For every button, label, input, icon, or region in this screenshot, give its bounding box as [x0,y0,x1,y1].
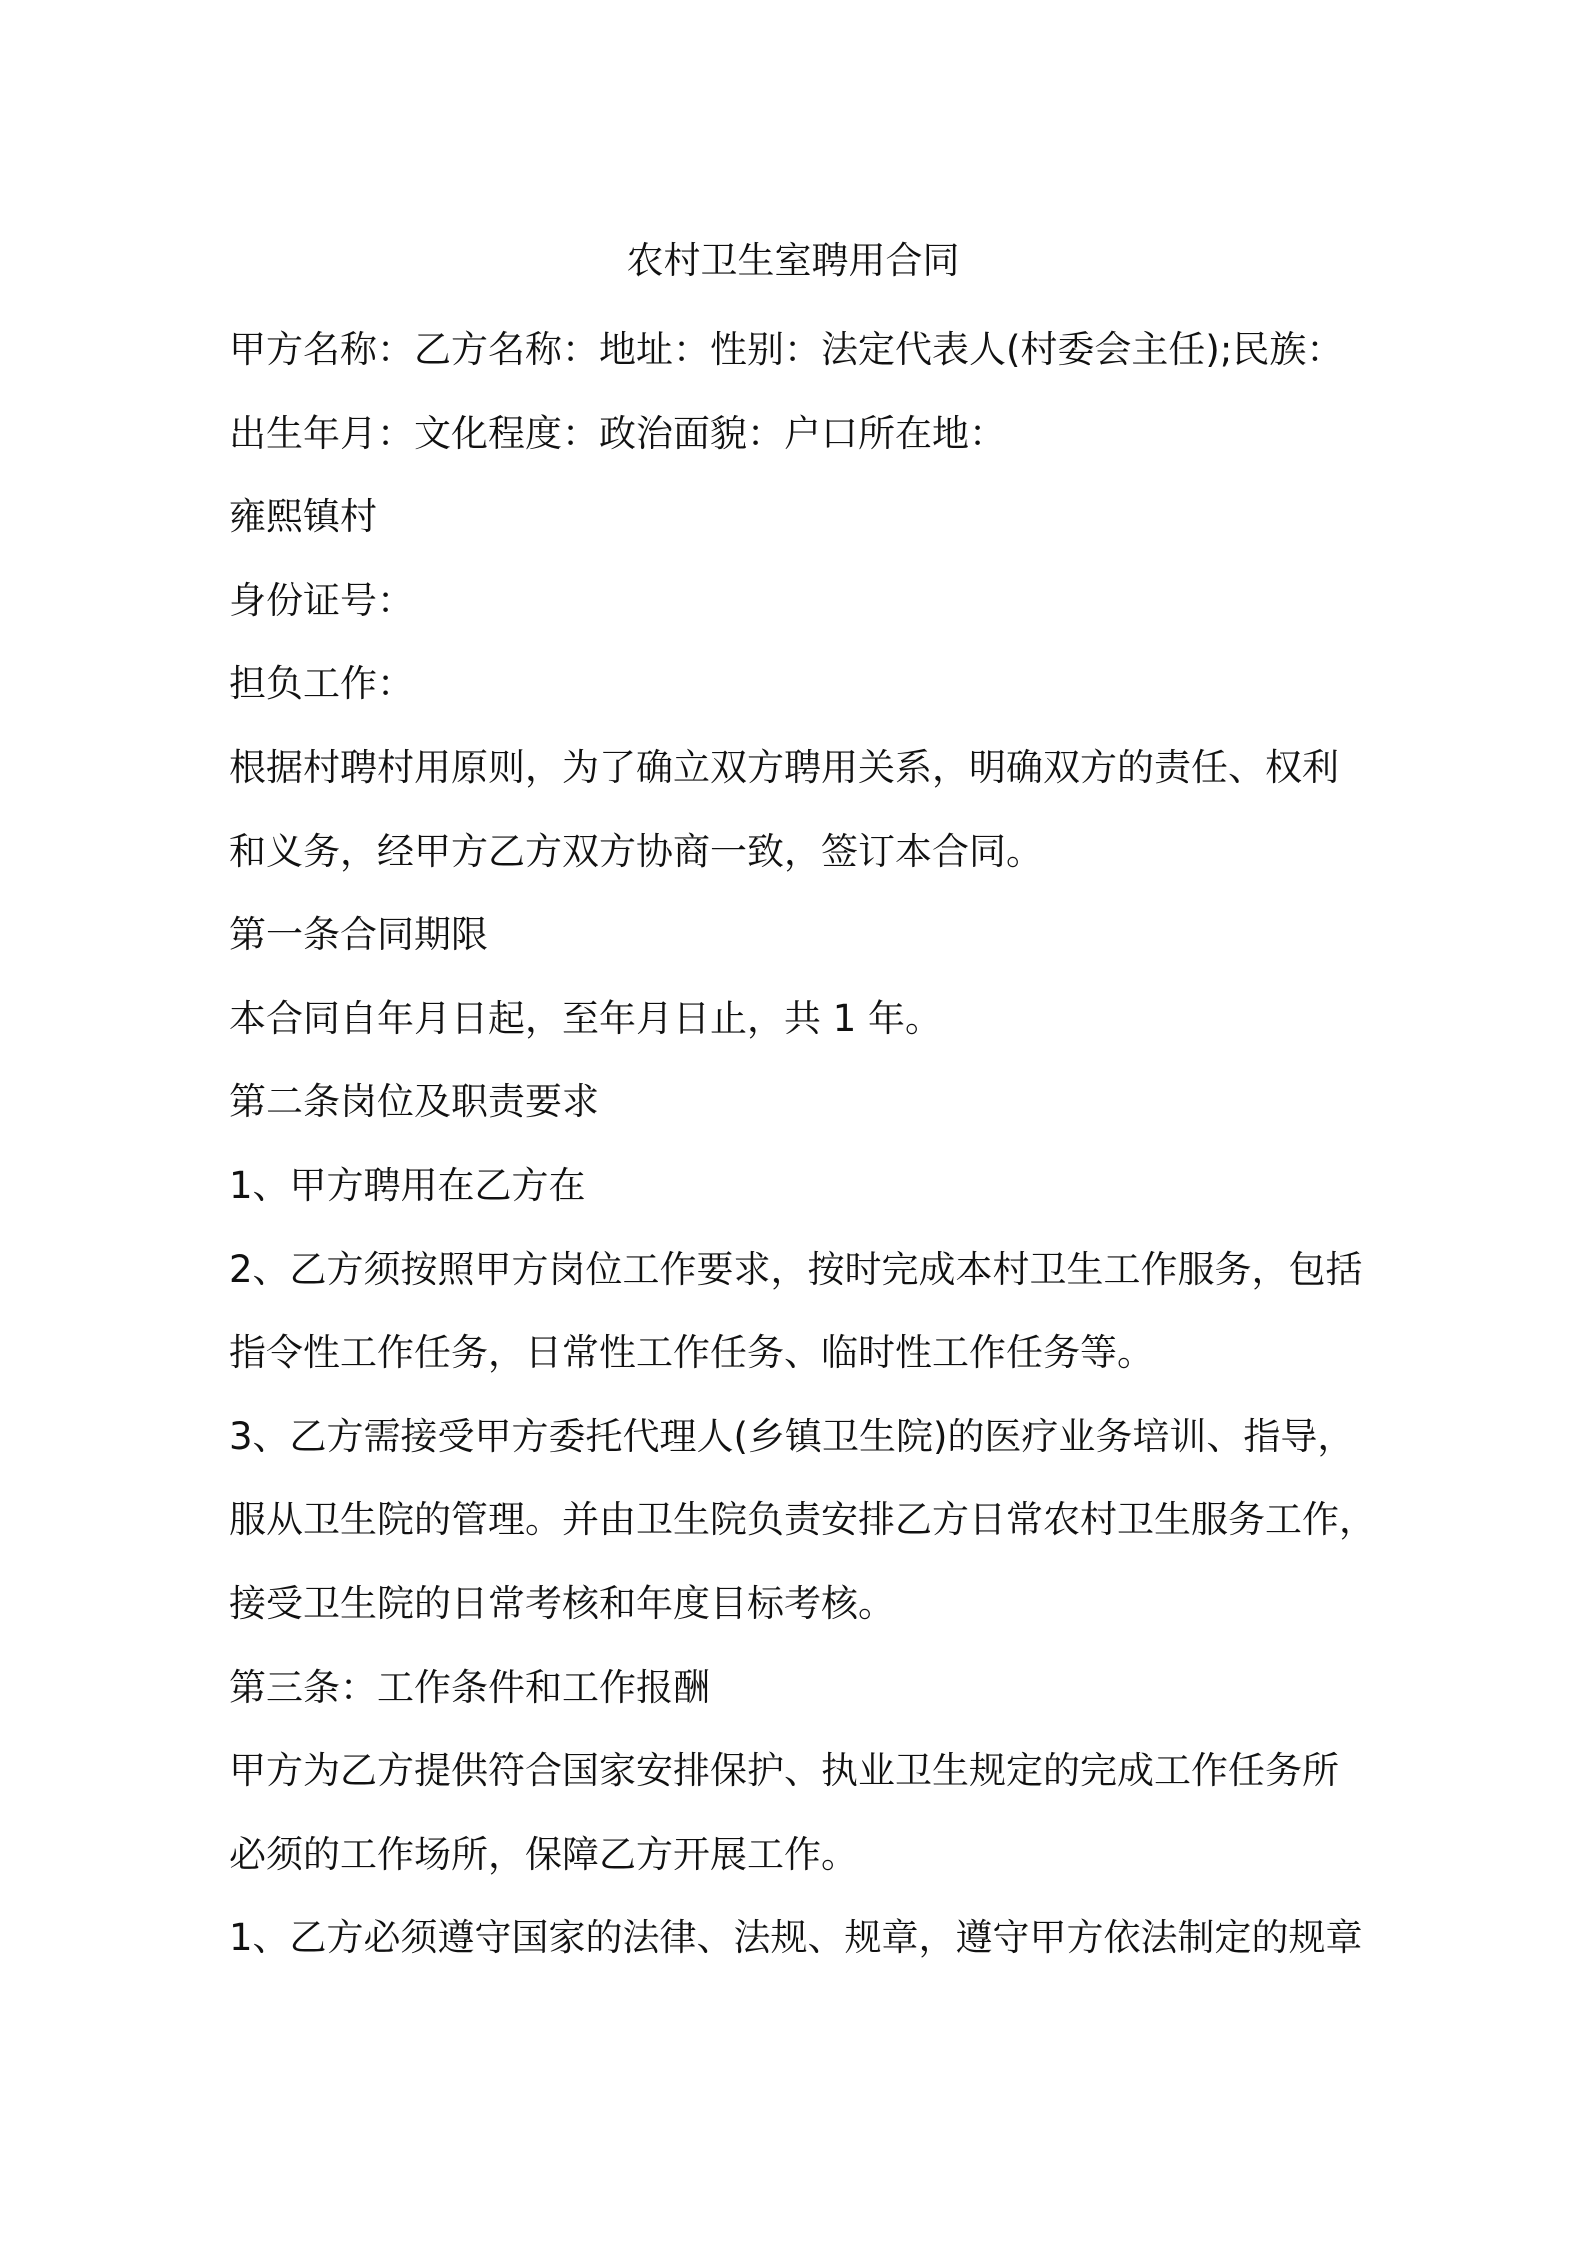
text-line: 担负工作： [229,662,414,706]
section-heading: 第二条岗位及职责要求 [229,1080,599,1124]
text-line: 出生年月：文化程度：政治面貌：户口所在地： [229,411,1006,455]
document-title: 农村卫生室聘用合同 [626,239,960,282]
text-line: 身份证号： [229,578,414,622]
section-heading: 第三条：工作条件和工作报酬 [229,1665,710,1709]
text-line: 服从卫生院的管理。并由卫生院负责安排乙方日常农村卫生服务工作， [229,1498,1376,1542]
section-heading: 第一条合同期限 [229,913,488,957]
text-line: 甲方为乙方提供符合国家安排保护、执业卫生规定的完成工作任务所 [229,1749,1339,1793]
text-line: 1、乙方必须遵守国家的法律、法规、规章，遵守甲方依法制定的规章 [229,1916,1363,1960]
text-line: 1、甲方聘用在乙方在 [229,1163,586,1207]
text-line: 和义务，经甲方乙方双方协商一致，签订本合同。 [229,829,1043,873]
text-line: 接受卫生院的日常考核和年度目标考核。 [229,1581,895,1625]
text-line: 3、乙方需接受甲方委托代理人(乡镇卫生院)的医疗业务培训、指导， [229,1414,1355,1458]
text-line: 根据村聘村用原则，为了确立双方聘用关系，明确双方的责任、权利 [229,745,1339,789]
text-line: 指令性工作任务，日常性工作任务、临时性工作任务等。 [229,1331,1154,1375]
text-line: 甲方名称：乙方名称：地址：性别：法定代表人(村委会主任);民族： [229,328,1344,371]
text-line: 2、乙方须按照甲方岗位工作要求，按时完成本村卫生工作服务，包括 [229,1247,1363,1291]
text-line: 雍熙镇村 [229,495,377,539]
document-body [229,321,1379,1993]
text-line: 本合同自年月日起，至年月日止，共 1 年。 [229,996,943,1040]
text-line: 必须的工作场所，保障乙方开展工作。 [229,1832,858,1876]
